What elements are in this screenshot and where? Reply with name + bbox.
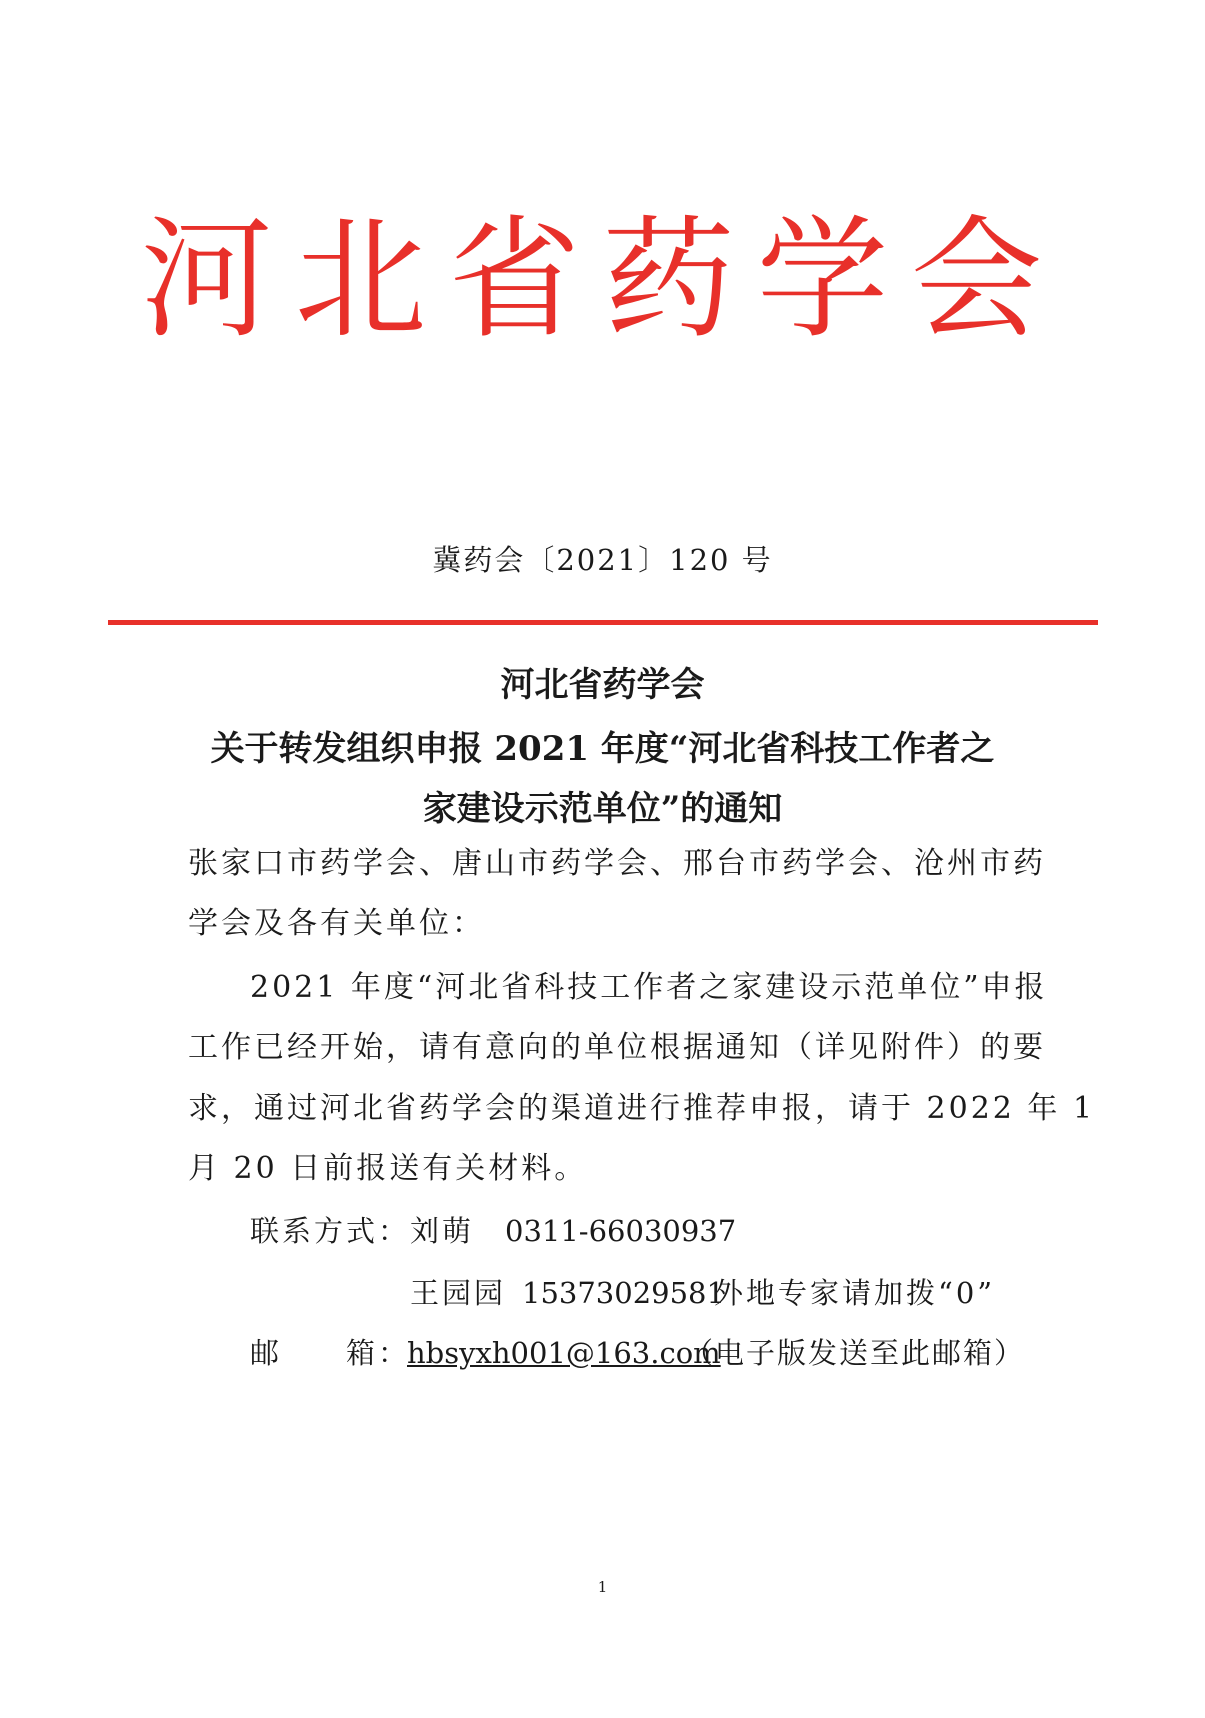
- page-number: 1: [597, 1578, 608, 1596]
- contact-person-2-phone: 15373029581: [522, 1276, 725, 1310]
- contact-person-1-name: 刘萌: [410, 1214, 475, 1248]
- salutation-line-1: 张家口市药学会、唐山市药学会、邢台市药学会、沧州市药: [188, 846, 1046, 881]
- contact-label: 联系方式：: [250, 1214, 411, 1248]
- paragraph-line-2: 工作已经开始，请有意向的单位根据通知（详见附件）的要: [188, 1030, 1046, 1065]
- contact-person-2-name: 王园园: [410, 1276, 507, 1310]
- red-divider-line: [108, 620, 1098, 625]
- contact-person-1-phone: 0311-66030937: [505, 1214, 737, 1248]
- paragraph-line-1: 2021 年度“河北省科技工作者之家建设示范单位”申报: [250, 970, 1048, 1005]
- paragraph-line-3: 求，通过河北省药学会的渠道进行推荐申报，请于 2022 年 1: [188, 1091, 1096, 1126]
- notice-title-line-2: 关于转发组织申报 2021 年度“河北省科技工作者之: [210, 729, 995, 769]
- document-number: 冀药会〔2021〕120 号: [432, 543, 773, 577]
- paragraph-line-4: 月 20 日前报送有关材料。: [188, 1151, 588, 1186]
- email-label-part-2: 箱：: [346, 1336, 411, 1370]
- notice-title-line-1: 河北省药学会: [500, 665, 705, 705]
- notice-title-line-3: 家建设示范单位”的通知: [422, 789, 783, 829]
- masthead-title: 河北省药学会: [140, 203, 1065, 357]
- email-label-part-1: 邮: [250, 1336, 283, 1370]
- salutation-line-2: 学会及各有关单位：: [188, 906, 485, 941]
- contact-note: 外地专家请加拨“0”: [714, 1276, 996, 1310]
- email-link[interactable]: hbsyxh001@163.com: [407, 1336, 721, 1370]
- email-note: （电子版发送至此邮箱）: [684, 1336, 1026, 1370]
